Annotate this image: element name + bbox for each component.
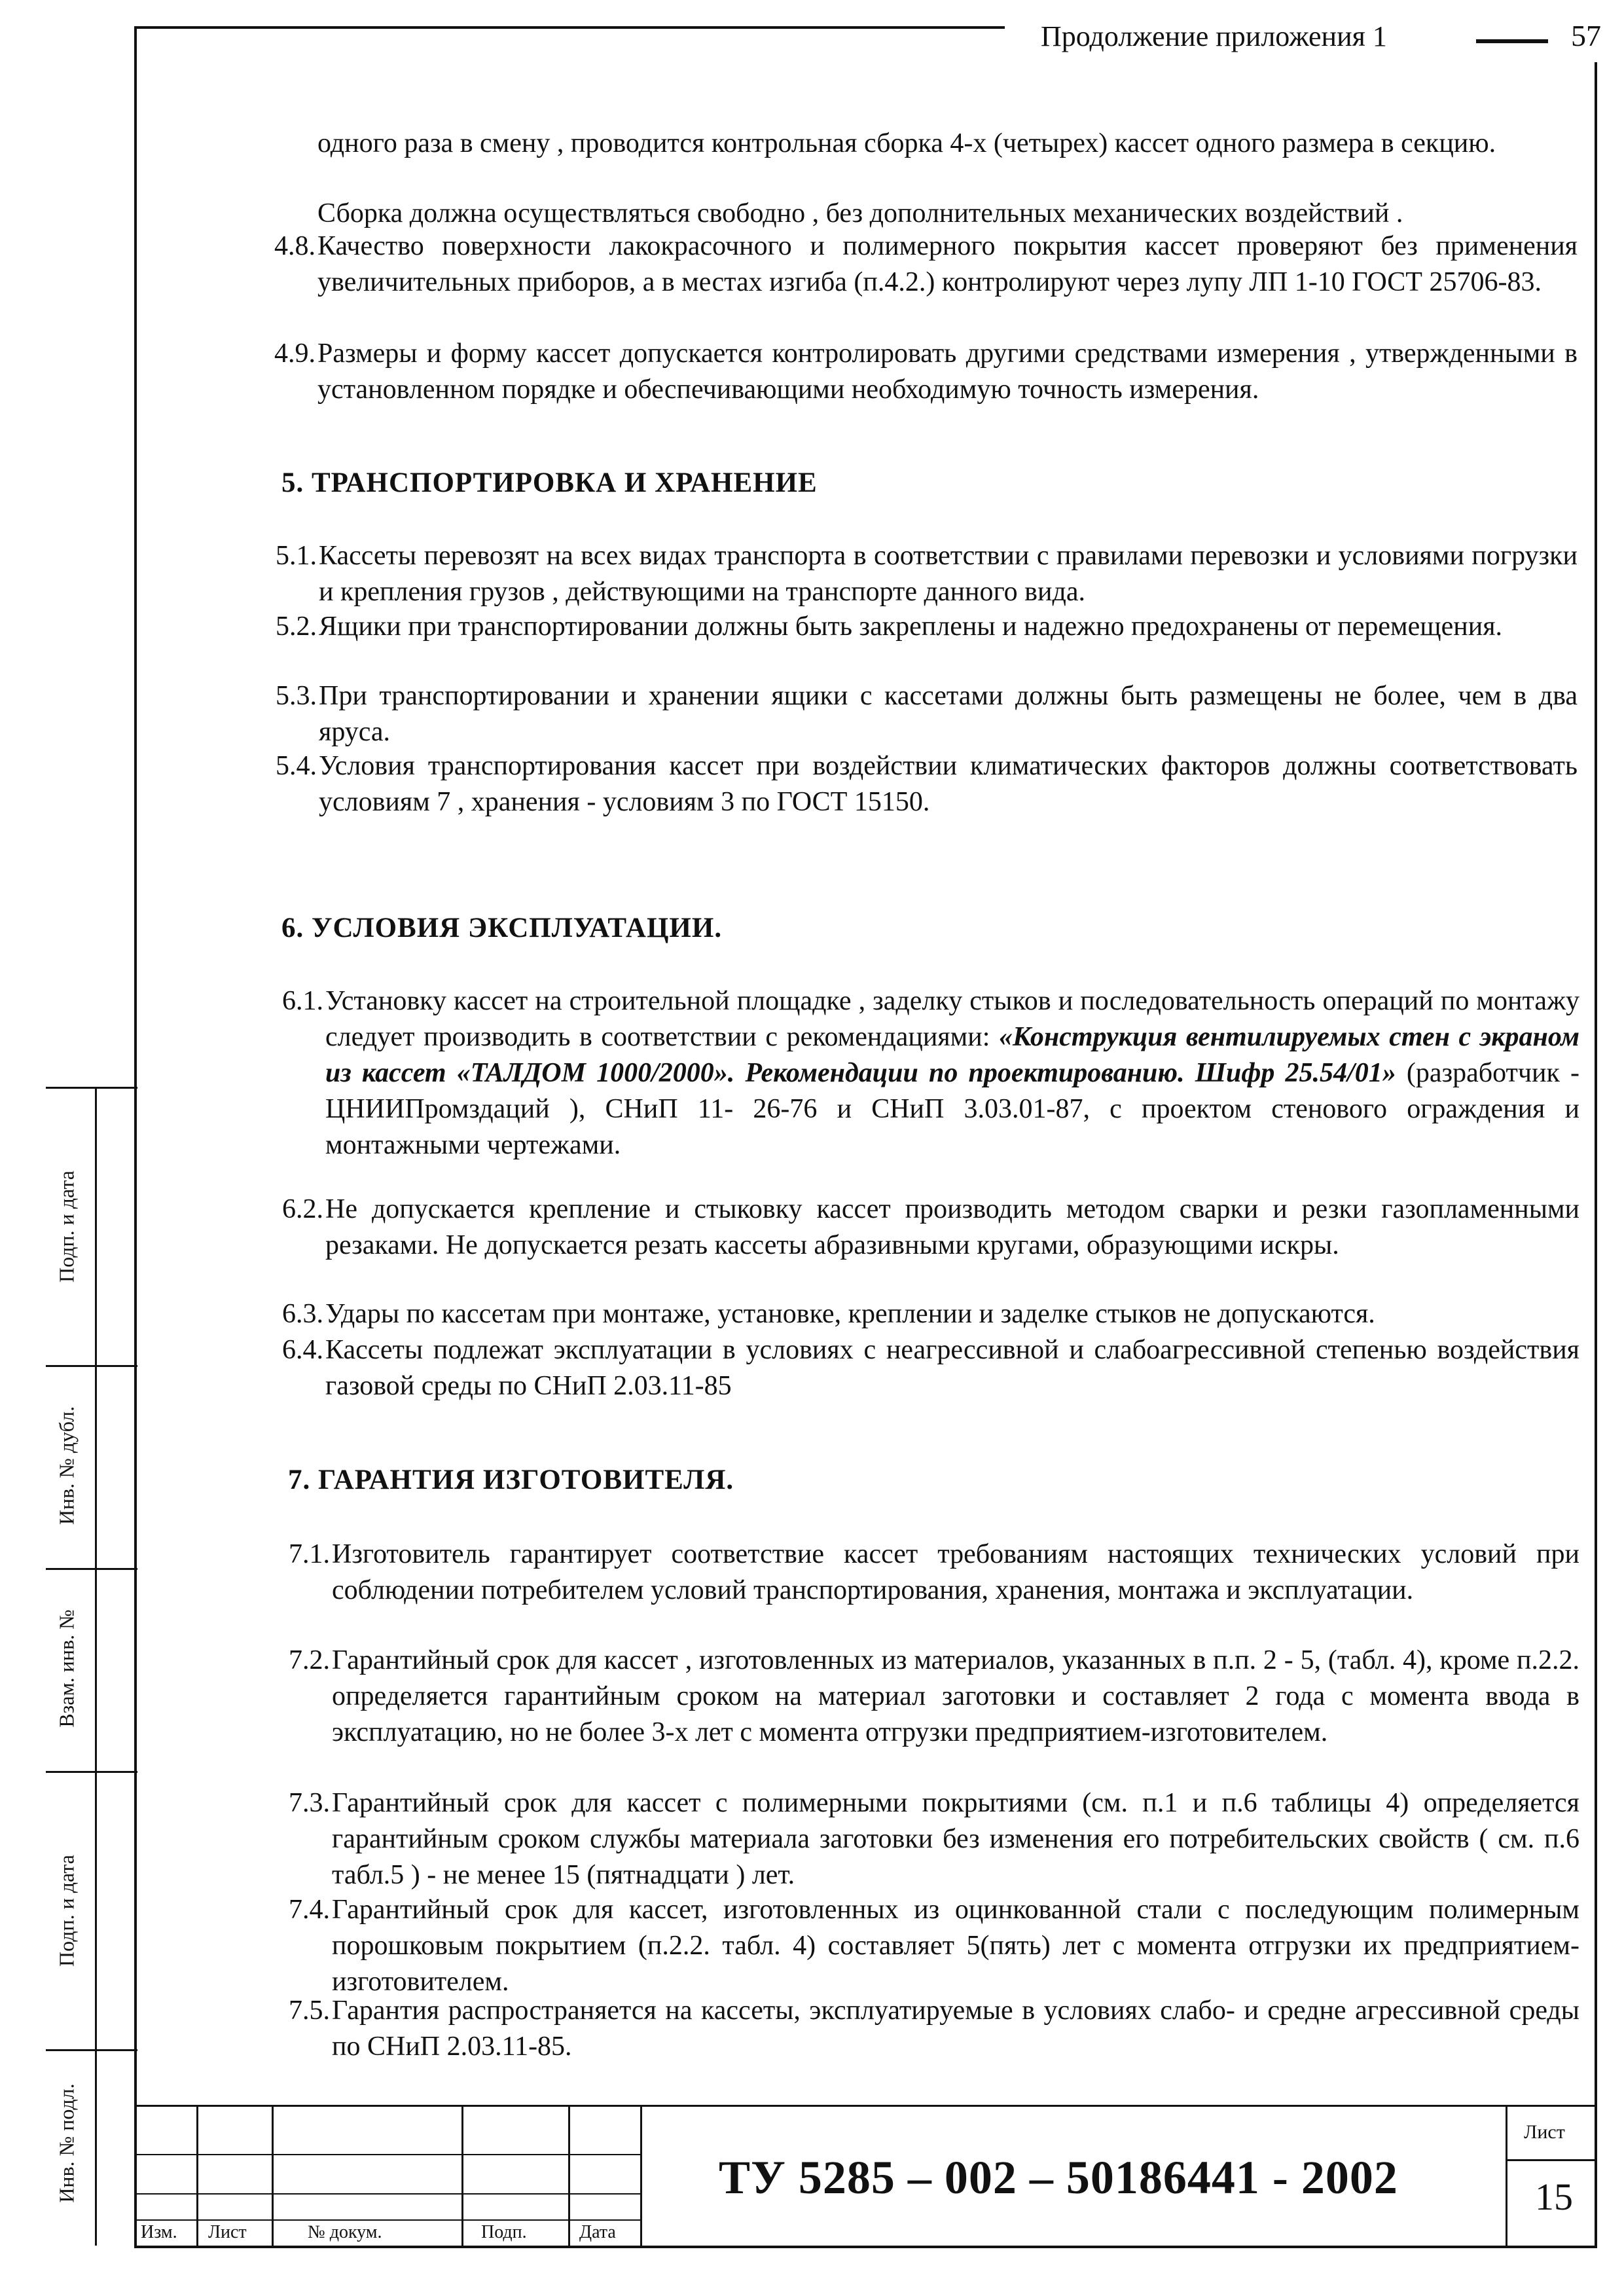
intro-text-1: одного раза в смену , проводится контрольная сборка 4-х (четырех) кассет одного размера в секцию. xyxy=(317,128,1496,158)
item-number: 4.9. xyxy=(274,338,316,369)
item-number: 5.1. xyxy=(276,541,317,571)
stamp-top-line xyxy=(134,2105,1597,2107)
section-6-title: 6. УСЛОВИЯ ЭКСПЛУАТАЦИИ. xyxy=(281,913,723,943)
item-number: 7.5. xyxy=(289,1995,330,2026)
item-7-1 xyxy=(289,1537,1579,1609)
item-text: Ящики при транспортировании должны быть закреплены и надежно предохранены от перемещения. xyxy=(319,611,1503,642)
label-inv-dubl: Инв. № дубл. xyxy=(54,1406,79,1525)
strip-vertical-line xyxy=(95,1087,97,2246)
item-7-5 xyxy=(289,1993,1579,2065)
item-number: 7.4. xyxy=(289,1895,330,1925)
item-7-4 xyxy=(289,1892,1579,2000)
item-number: 5.4. xyxy=(276,751,317,781)
stamp-col-line xyxy=(272,2105,274,2246)
item-number: 7.2. xyxy=(289,1645,330,1675)
strip-divider xyxy=(46,1365,137,1367)
sheet-label: Лист xyxy=(1524,2121,1565,2143)
item-number: 6.2. xyxy=(282,1194,323,1224)
col-data: Дата xyxy=(579,2222,616,2242)
intro-paragraph xyxy=(317,126,1555,162)
item-text: Гарантийный срок для кассет с полимерными покрытиями (см. п.1 и п.6 таблицы 4) определяется гарантийным сроком службы материала заготовки без изменения его потребительских свойств ( см. п.6 табл.5 ) - не менее 15 (пятнадцати ) лет. xyxy=(332,1788,1579,1890)
appendix-header: Продолжение приложения 1 xyxy=(1041,20,1387,52)
item-5-4 xyxy=(276,748,1578,820)
item-text xyxy=(325,983,1579,1163)
col-list: Лист xyxy=(208,2222,247,2242)
strip-divider xyxy=(46,1771,137,1773)
label-inv-podl: Инв. № подл. xyxy=(54,2083,79,2203)
item-text: Размеры и форму кассет допускается контролировать другими средствами измерения , утвержденными в установленном порядке и обеспечивающими необходимую точность измерения. xyxy=(317,338,1578,405)
label-podp-data: Подп. и дата xyxy=(54,1171,79,1283)
item-5-2 xyxy=(276,609,1578,645)
item-6-1-pre: Установку кассет на строительной площадке , заделку стыков и последовательность операций по монтажу следует производить в соответствии с рекомендациями: xyxy=(325,986,1579,1052)
section-5-title: 5. ТРАНСПОРТИРОВКА И ХРАНЕНИЕ xyxy=(281,467,818,498)
item-number: 6.1. xyxy=(282,986,323,1016)
item-text: Условия транспортирования кассет при воздействии климатических факторов должны соответствовать условиям 7 , хранения - условиям 3 по ГОСТ 15150. xyxy=(319,751,1578,817)
item-number: 6.3. xyxy=(282,1299,323,1329)
stamp-col-line xyxy=(568,2105,570,2246)
item-number: 7.3. xyxy=(289,1788,330,1818)
item-number: 4.8. xyxy=(274,231,316,261)
item-4-9 xyxy=(274,336,1578,408)
stamp-col-line xyxy=(640,2105,642,2246)
section-7-title: 7. ГАРАНТИЯ ИЗГОТОВИТЕЛЯ. xyxy=(288,1465,734,1495)
item-7-2 xyxy=(289,1643,1579,1751)
item-5-1 xyxy=(276,538,1578,610)
item-text: Гарантийный срок для кассет , изготовленных из материалов, указанных в п.п. 2 - 5, (табл. 4), кроме п.2.2. определяется гарантийным сроком на материал заготовки и составляет 2 года с момента ввода в эксплуатацию, но не более 3-х лет с момента отгрузки предприятием-изготовителем. xyxy=(332,1645,1579,1747)
stamp-row-line xyxy=(134,2154,641,2155)
item-4-8 xyxy=(274,228,1578,301)
item-6-1-post: (разработчик - ЦНИИПромздаций ), СНиП 11- 26-76 и СНиП 3.03.01-87, с проектом стенового ограждения и монтажными чертежами. xyxy=(325,1058,1580,1160)
intro-paragraph-2: Сборка должна осуществляться свободно , без дополнительных механических воздействий . xyxy=(317,198,1403,228)
item-number: 5.3. xyxy=(276,681,317,711)
sheet-box-divider xyxy=(1506,2159,1597,2161)
stamp-row-line xyxy=(134,2219,641,2221)
item-text: Не допускается крепление и стыковку кассет производить методом сварки и резки газопламенными резаками. Не допускается резать кассеты абразивными кругами, образующими искры. xyxy=(325,1194,1579,1260)
item-text: Удары по кассетам при монтаже, установке, креплении и заделке стыков не допускаются. xyxy=(325,1299,1375,1329)
item-text: Гарантия распространяется на кассеты, эксплуатируемые в условиях слабо- и средне агрессивной среды по СНиП 2.03.11-85. xyxy=(332,1995,1579,2062)
item-6-2 xyxy=(282,1192,1579,1264)
item-text: При транспортировании и хранении ящики с кассетами должны быть размещены не более, чем в два яруса. xyxy=(319,681,1578,747)
col-podp: Подп. xyxy=(481,2222,527,2242)
item-number: 5.2. xyxy=(276,611,317,642)
item-text: Кассеты подлежат эксплуатации в условиях с неагрессивной и слабоагрессивной степенью воздействия газовой среды по СНиП 2.03.11-85 xyxy=(325,1335,1579,1401)
page-number: 57 xyxy=(1571,19,1601,52)
label-podp-data-2: Подп. и дата xyxy=(54,1855,79,1967)
stamp-row-line xyxy=(134,2193,641,2195)
label-vzam-inv: Взам. инв. № xyxy=(54,1609,79,1728)
item-text: Качество поверхности лакокрасочного и полимерного покрытия кассет проверяют без применения увеличительных приборов, а в местах изгиба (п.4.2.) контролируют через лупу ЛП 1-10 ГОСТ 25706-83. xyxy=(317,231,1578,297)
strip-divider xyxy=(46,1087,137,1089)
item-6-3 xyxy=(282,1296,1579,1332)
col-dokum: № докум. xyxy=(308,2222,382,2242)
item-5-3 xyxy=(276,678,1578,750)
recommendation-title: «Конструкция вентилируемых стен с экраном из кассет «ТАЛДОМ 1000/2000». Рекомендации по проектированию. Шифр 25.54/01» xyxy=(325,1022,1579,1088)
strip-divider xyxy=(46,1568,137,1570)
item-text: Кассеты перевозят на всех видах транспорта в соответствии с правилами перевозки и условиями погрузки и крепления грузов , действующими на транспорте данного вида. xyxy=(319,541,1578,607)
stamp-col-line xyxy=(196,2105,198,2246)
item-6-1 xyxy=(282,983,1580,1163)
item-7-3 xyxy=(289,1785,1579,1893)
item-6-4 xyxy=(282,1332,1579,1404)
sheet-box-line xyxy=(1506,2105,1507,2246)
item-number: 7.1. xyxy=(289,1539,330,1569)
item-number: 6.4. xyxy=(282,1335,323,1365)
sheet-number: 15 xyxy=(1535,2176,1573,2218)
document-designation: ТУ 5285 – 002 – 50186441 - 2002 xyxy=(719,2151,1398,2204)
item-text: Изготовитель гарантирует соответствие кассет требованиям настоящих технических условий при соблюдении потребителем условий транспортирования, хранения, монтажа и эксплуатации. xyxy=(332,1539,1579,1605)
strip-divider xyxy=(46,2049,137,2051)
col-izm: Изм. xyxy=(141,2222,177,2242)
item-text: Гарантийный срок для кассет, изготовленных из оцинкованной стали с последующим полимерным порошковым покрытием (п.2.2. табл. 4) составляет 5(пять) лет с момента отгрузки их предприятием-изготовителем. xyxy=(332,1895,1579,1997)
stamp-col-line xyxy=(461,2105,463,2246)
